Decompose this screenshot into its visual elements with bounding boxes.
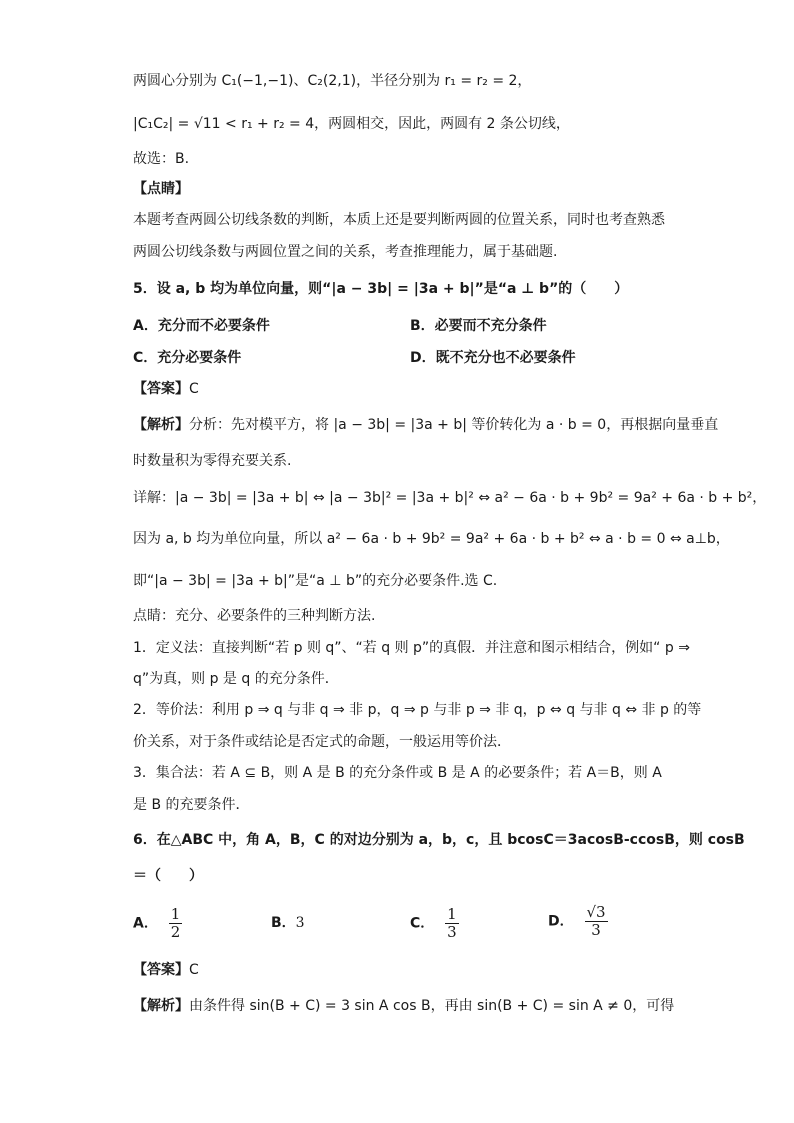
q5-solution-line: 价关系，对于条件或结论是否定式的命题，一般运用等价法． (133, 734, 511, 750)
answer-tag: 【答案】 (133, 962, 189, 978)
numerator: √3 (586, 903, 606, 921)
q6-solution-line (133, 996, 674, 1016)
text-line: 两圆公切线条数与两圆位置之间的关系，考查推理能力，属于基础题. (133, 244, 558, 260)
q6-option-a (133, 906, 182, 941)
solution-tag: 【解析】 (133, 417, 189, 433)
denominator: 3 (591, 921, 601, 939)
option-value: 3 (295, 915, 305, 931)
q5-solution-line: 时数量积为零得充要关系. (133, 453, 292, 469)
solution-text: 由条件得 sin(B + C) = 3 sin A cos B，再由 sin(B + C) = sin A ≠ 0，可得 (189, 998, 675, 1014)
numerator: 1 (447, 905, 457, 923)
q5-solution-line: q”为真，则 p 是 q 的充分条件． (133, 671, 339, 687)
text-line: 本题考查两圆公切线条数的判断，本质上还是要判断两圆的位置关系，同时也考查熟悉 (133, 212, 665, 228)
option-label: D． (548, 913, 574, 930)
q6-option-d (548, 904, 608, 939)
text-line: 两圆心分别为 C₁(−1,−1)、C₂(2,1)，半径分别为 r₁ = r₂ = 2， (133, 73, 532, 89)
q5-option-c (133, 348, 241, 368)
option-label: D． (410, 350, 436, 366)
option-label: B． (271, 915, 296, 931)
section-tag-dianjing: 【点睛】 (133, 181, 189, 197)
answer-value: C (189, 381, 199, 397)
option-label: A． (133, 915, 158, 932)
option-label: C． (410, 915, 435, 932)
q6-option-b (271, 913, 305, 933)
q5-option-a (133, 316, 270, 336)
q5-option-b (410, 316, 547, 336)
option-text: 充分而不必要条件 (157, 318, 270, 334)
question-6-stem: 6．在△ABC 中，角 A，B，C 的对边分别为 a，b，c，且 bcosC＝3acosB-ccosB，则 cosB (133, 832, 745, 848)
q5-solution-line: 即“|a − 3b| = |3a + b|”是“a ⊥ b”的充分必要条件.选 C. (133, 573, 498, 589)
option-text: 充分必要条件 (157, 350, 242, 366)
q6-answer (133, 960, 199, 980)
fraction (169, 906, 183, 941)
q5-solution-line: 点睛：充分、必要条件的三种判断方法. (133, 608, 376, 624)
option-label: A． (133, 318, 158, 334)
text-line: 故选：B. (133, 151, 190, 167)
q5-solution-line (133, 415, 718, 435)
option-label: C． (133, 350, 158, 366)
fraction (445, 906, 459, 941)
solution-text: 分析：先对模平方，将 |a − 3b| = |3a + b| 等价转化为 a · b = 0，再根据向量垂直 (189, 417, 719, 433)
denominator: 3 (447, 923, 457, 941)
solution-tag: 【解析】 (133, 998, 189, 1014)
q5-solution-line: 1．定义法：直接判断“若 p 则 q”、“若 q 则 p”的真假．并注意和图示相结合，例如“ p ⇒ (133, 640, 690, 656)
question-5-stem: 5．设 a, b 均为单位向量，则“|a − 3b| = |3a + b|”是“a ⊥ b”的（ ） (133, 281, 629, 297)
q5-solution-line: 因为 a, b 均为单位向量，所以 a² − 6a · b + 9b² = 9a² + 6a · b + b² ⇔ a · b = 0 ⇔ a⊥b， (133, 531, 730, 547)
q5-solution-line: 是 B 的充要条件． (133, 797, 250, 813)
q6-option-c (410, 906, 459, 941)
option-label: B． (410, 318, 435, 334)
text-line: |C₁C₂| = √11 < r₁ + r₂ = 4，两圆相交，因此，两圆有 2 条公切线， (133, 116, 570, 132)
option-text: 既不充分也不必要条件 (435, 350, 576, 366)
q5-solution-line: 3．集合法：若 A ⊆ B，则 A 是 B 的充分条件或 B 是 A 的必要条件；若 A＝B，则 A (133, 765, 662, 781)
fraction (585, 904, 608, 939)
denominator: 2 (170, 923, 181, 941)
numerator: 1 (170, 905, 181, 923)
q5-option-d (410, 348, 576, 368)
answer-tag: 【答案】 (133, 381, 189, 397)
option-text: 必要而不充分条件 (434, 318, 547, 334)
answer-value: C (189, 962, 199, 978)
q5-answer (133, 379, 199, 399)
question-6-stem: ＝（ ） (133, 868, 203, 884)
q5-solution-line: 详解：|a − 3b| = |3a + b| ⇔ |a − 3b|² = |3a + b|² ⇔ a² − 6a · b + 9b² = 9a² + 6a · b + b²， (133, 490, 767, 506)
q5-solution-line: 2．等价法：利用 p ⇒ q 与非 q ⇒ 非 p，q ⇒ p 与非 p ⇒ 非 q，p ⇔ q 与非 q ⇔ 非 p 的等 (133, 702, 702, 718)
